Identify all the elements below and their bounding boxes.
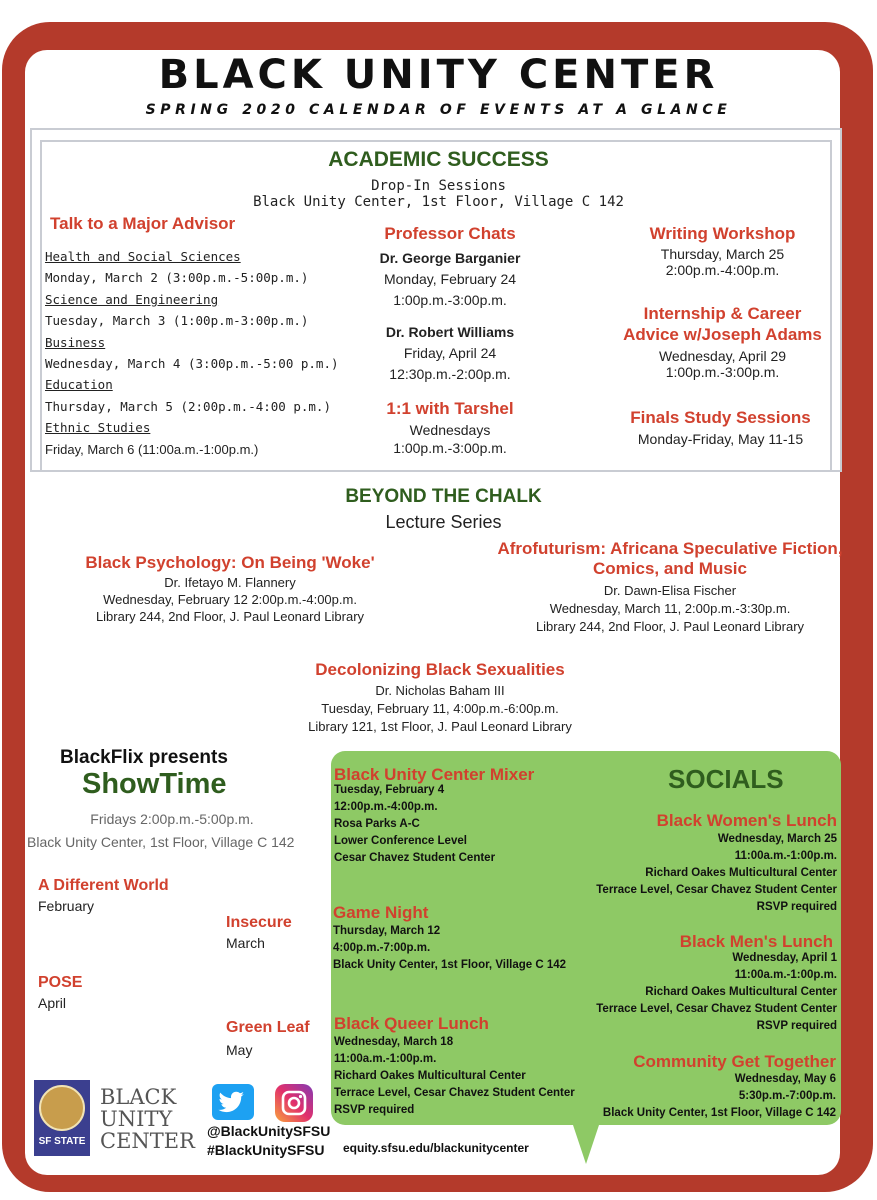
seal-emblem-icon	[39, 1085, 85, 1131]
internship-advice	[600, 304, 845, 380]
socials-bubble-tail	[572, 1122, 600, 1164]
chalk-sub: Lecture Series	[385, 512, 502, 532]
professor-date: Monday, February 24	[383, 271, 517, 287]
event-detail: 12:00p.m.-4:00p.m.	[334, 801, 438, 813]
dept-time: Wednesday, March 4 (3:00p.m.-5:00 p.m.)	[45, 356, 339, 372]
seal-label: SF STATE	[38, 1136, 86, 1147]
event-detail: 11:00a.m.-1:00p.m.	[734, 969, 837, 981]
event-detail: Wednesday, March 25	[717, 833, 837, 845]
film-item	[38, 974, 82, 1011]
film-title: Insecure	[226, 914, 292, 931]
event-detail: Wednesday, March 18	[334, 1036, 454, 1048]
event-detail: Terrace Level, Cesar Chavez Student Center	[596, 1003, 837, 1015]
writing-time: 2:00p.m.-4:00p.m.	[665, 262, 780, 278]
lecture-title: Black Psychology: On Being 'Woke'	[85, 553, 375, 572]
event-detail: 11:00a.m.-1:00p.m.	[334, 1053, 437, 1065]
professor-date: Friday, April 24	[403, 345, 497, 361]
professor-time: 12:30p.m.-2:00p.m.	[389, 366, 511, 382]
center-logo-text	[100, 1086, 195, 1152]
event-detail: Black Unity Center, 1st Floor, Village C 142	[602, 1107, 836, 1119]
event-game-night	[333, 903, 566, 974]
dept-label: Science and Engineering	[45, 291, 219, 307]
logo-line: BLACK	[100, 1085, 177, 1109]
professor-chats-heading: Professor Chats	[384, 224, 516, 243]
tarshel-session	[340, 399, 560, 456]
lecture-sexualities	[240, 660, 640, 734]
event-community	[603, 1052, 836, 1122]
flyer-subtitle: SPRING 2020 CALENDAR OF EVENTS AT A GLANCE	[145, 102, 732, 118]
event-detail: Thursday, March 12	[333, 925, 441, 937]
lecture-time: Wednesday, February 12 2:00p.m.-4:00p.m.	[103, 592, 357, 607]
lecture-time: Wednesday, March 11, 2:00p.m.-3:30p.m.	[549, 601, 791, 616]
dept-time: Monday, March 2 (3:00p.m.-5:00p.m.)	[45, 270, 309, 286]
major-advisor-list	[45, 246, 339, 460]
blackflix-place: Black Unity Center, 1st Floor, Village C 142	[27, 834, 295, 850]
professor-chats	[340, 224, 560, 382]
logo-line: CENTER	[100, 1129, 195, 1153]
event-detail: RSVP required	[756, 901, 837, 913]
event-detail: Cesar Chavez Student Center	[334, 852, 496, 864]
social-handles	[207, 1122, 330, 1160]
dept-label: Education	[45, 377, 113, 393]
event-title: Game Night	[333, 903, 429, 922]
academic-heading: ACADEMIC SUCCESS	[328, 148, 549, 171]
lecture-title: Decolonizing Black Sexualities	[315, 660, 565, 679]
event-title: Community Get Together	[633, 1052, 836, 1071]
blackflix-time: Fridays 2:00p.m.-5:00p.m.	[90, 811, 254, 827]
dept-time: Thursday, March 5 (2:00p.m.-4:00 p.m.)	[45, 398, 331, 414]
lecture-title: Afrofuturism: Africana Speculative Fiction,	[497, 539, 843, 558]
lecture-place: Library 244, 2nd Floor, J. Paul Leonard Library	[95, 609, 365, 624]
event-detail: 4:00p.m.-7:00p.m.	[333, 942, 431, 954]
event-detail: Lower Conference Level	[334, 835, 467, 847]
lecture-speaker: Dr. Ifetayo M. Flannery	[164, 575, 296, 590]
tarshel-heading: 1:1 with Tarshel	[386, 399, 514, 418]
professor-time: 1:00p.m.-3:00p.m.	[393, 292, 507, 308]
film-item	[226, 1019, 310, 1058]
event-detail: 5:30p.m.-7:00p.m.	[738, 1090, 836, 1102]
event-queer-lunch	[334, 1014, 575, 1119]
dept-label: Business	[45, 334, 106, 350]
internship-date: Wednesday, April 29	[658, 348, 787, 364]
internship-heading-2: Advice w/Joseph Adams	[623, 325, 822, 344]
showtime-title: ShowTime	[82, 768, 227, 800]
academic-sub1: Drop-In Sessions	[371, 178, 506, 194]
event-detail: Richard Oakes Multicultural Center	[645, 867, 837, 879]
event-mens-lunch	[596, 932, 837, 1035]
event-title: Black Women's Lunch	[656, 811, 837, 830]
film-month: March	[226, 935, 265, 951]
sf-state-seal	[34, 1080, 90, 1156]
dept-time: Friday, March 6 (11:00a.m.-1:00p.m.)	[45, 441, 259, 457]
dept-label: Health and Social Sciences	[45, 249, 241, 264]
event-title: Black Men's Lunch	[679, 932, 833, 951]
film-month: May	[226, 1042, 253, 1058]
professor-name: Dr. Robert Williams	[385, 324, 515, 340]
instagram-icon[interactable]	[275, 1084, 313, 1122]
event-detail: Richard Oakes Multicultural Center	[645, 986, 837, 998]
event-detail: 11:00a.m.-1:00p.m.	[734, 850, 837, 862]
logo-line: UNITY	[100, 1107, 173, 1131]
event-detail: Tuesday, February 4	[334, 784, 445, 796]
writing-date: Thursday, March 25	[660, 246, 785, 262]
lecture-speaker: Dr. Dawn-Elisa Fischer	[603, 583, 737, 598]
internship-heading-1: Internship & Career	[643, 304, 802, 323]
dept-time: Tuesday, March 3 (1:00p.m-3:00p.m.)	[45, 313, 309, 329]
lecture-place: Library 244, 2nd Floor, J. Paul Leonard Library	[535, 619, 805, 634]
film-title: POSE	[38, 974, 83, 991]
lecture-afrofuturism	[470, 539, 870, 634]
finals-heading: Finals Study Sessions	[630, 408, 811, 427]
dept-label: Ethnic Studies	[45, 420, 151, 436]
hashtag: #BlackUnitySFSU	[207, 1142, 325, 1158]
event-title: Black Queer Lunch	[334, 1014, 489, 1033]
film-month: February	[38, 898, 95, 914]
event-detail: Black Unity Center, 1st Floor, Village C 142	[333, 959, 567, 971]
event-detail: Terrace Level, Cesar Chavez Student Center	[596, 884, 837, 896]
film-title: A Different World	[38, 877, 169, 894]
lecture-place: Library 121, 1st Floor, J. Paul Leonard Library	[308, 719, 572, 734]
professor-name: Dr. George Barganier	[379, 250, 521, 266]
event-detail: Richard Oakes Multicultural Center	[334, 1070, 526, 1082]
event-detail: Wednesday, May 6	[734, 1073, 836, 1085]
lecture-time: Tuesday, February 11, 4:00p.m.-6:00p.m.	[321, 701, 559, 716]
lecture-title-2: Comics, and Music	[593, 559, 747, 578]
blackflix-presents: BlackFlix presents	[60, 747, 228, 768]
website-link[interactable]: equity.sfsu.edu/blackunitycenter	[343, 1141, 529, 1155]
film-item	[226, 914, 292, 951]
academic-sub2: Black Unity Center, 1st Floor, Village C 142	[253, 194, 624, 210]
event-detail: RSVP required	[756, 1020, 837, 1032]
film-item	[38, 877, 169, 914]
major-advisor-heading: Talk to a Major Advisor	[50, 214, 236, 233]
tarshel-time: 1:00p.m.-3:00p.m.	[393, 440, 507, 456]
twitter-icon[interactable]	[212, 1084, 254, 1120]
event-womens-lunch	[596, 811, 837, 916]
tarshel-day: Wednesdays	[409, 422, 491, 438]
event-detail: Rosa Parks A-C	[334, 818, 420, 830]
event-detail: RSVP required	[334, 1104, 415, 1116]
flyer-title: BLACK UNITY CENTER	[158, 52, 719, 98]
event-mixer	[334, 765, 534, 867]
event-detail: Wednesday, April 1	[732, 952, 837, 964]
event-detail: Terrace Level, Cesar Chavez Student Center	[334, 1087, 575, 1099]
lecture-psychology	[60, 553, 400, 624]
film-title: Green Leaf	[226, 1019, 310, 1036]
event-title: Black Unity Center Mixer	[334, 765, 535, 784]
finals-date: Monday-Friday, May 11-15	[637, 431, 804, 447]
writing-workshop	[600, 224, 845, 278]
lecture-speaker: Dr. Nicholas Baham III	[375, 683, 505, 698]
writing-heading: Writing Workshop	[649, 224, 796, 243]
chalk-heading: BEYOND THE CHALK	[345, 486, 542, 507]
twitter-handle[interactable]: @BlackUnitySFSU	[207, 1123, 331, 1139]
film-month: April	[38, 995, 67, 1011]
internship-time: 1:00p.m.-3:00p.m.	[665, 364, 780, 380]
finals-sessions	[598, 408, 843, 447]
socials-heading: SOCIALS	[668, 764, 784, 794]
